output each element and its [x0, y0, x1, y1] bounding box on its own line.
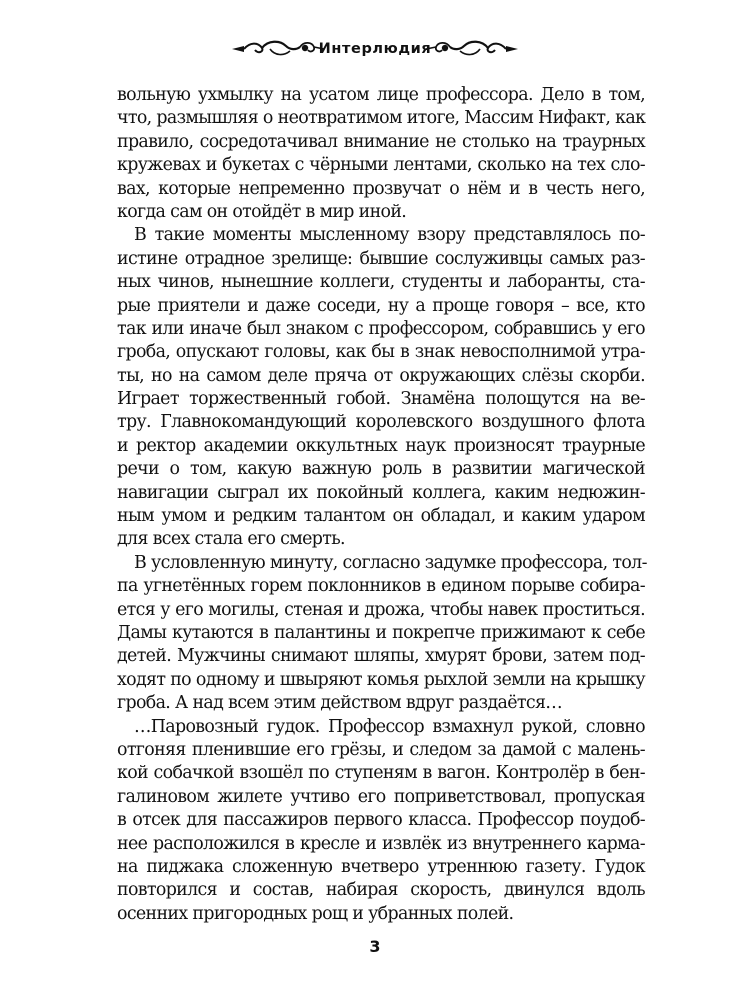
text-line: ходят по одному и швыряют комья рыхлой земли на крышку — [117, 669, 645, 690]
text-line: гроба. А над всем этим действом вдруг раздаётся… — [117, 693, 563, 714]
text-line: галиновом жилете учтиво его поприветствовал, пропуская — [117, 786, 645, 807]
page-number: 3 — [369, 937, 381, 956]
text-line: ных чинов, нынешние коллеги, студенты и лаборанты, ста- — [117, 272, 645, 293]
text-line: кой собачкой взошёл по ступеням в вагон. Контролёр в бен- — [117, 763, 645, 784]
paragraph — [117, 224, 645, 551]
text-line: для всех стала его смерть. — [117, 529, 345, 550]
text-line: осенних пригородных рощ и убранных полей. — [117, 903, 514, 924]
text-line: Дамы кутаются в палантины и покрепче прижимают к себе — [117, 622, 645, 643]
text-line: вольную ухмылку на усатом лице профессора. Дело в том, — [117, 85, 645, 105]
text-line: вах, которые непременно прозвучат о нём и в честь него, — [117, 178, 645, 199]
paragraph — [117, 716, 645, 927]
text-line: кружевах и букетах с чёрными лентами, сколько на тех сло- — [117, 155, 645, 176]
text-line: правило, сосредотачивал внимание не столько на траурных — [117, 131, 645, 152]
text-line: когда сам он отойдёт в мир иной. — [117, 201, 407, 222]
text-line: ется у его могилы, стеная и дрожа, чтобы навек проститься. — [117, 599, 645, 620]
text-line: ты, но на самом деле пряча от окружающих слёзы скорби. — [117, 365, 645, 386]
text-line: истине отрадное зрелище: бывшие сослуживцы самых раз- — [117, 248, 645, 269]
text-line: детей. Мужчины снимают шляпы, хмурят брови, затем под- — [117, 646, 645, 667]
text-line: тру. Главнокомандующий королевского воздушного флота — [117, 412, 645, 433]
text-line: нее расположился в кресле и извлёк из внутреннего карма- — [117, 833, 645, 854]
paragraph — [117, 552, 645, 716]
running-title: Интерлюдия — [318, 41, 432, 57]
text-line: рые приятели и даже соседи, ну а проще говоря – все, кто — [117, 295, 645, 316]
text-line: навигации сыграл их покойный коллега, каким недюжин- — [117, 482, 645, 503]
text-line: так или иначе был знаком с профессором, собравшись у его — [117, 318, 645, 339]
body-text — [117, 84, 645, 926]
text-line: речи о том, какую важную роль в развитии магической — [117, 459, 645, 480]
text-line: отгоняя пленившие его грёзы, и следом за дамой с малень- — [117, 739, 645, 760]
text-line: В такие моменты мысленному взору представлялось по- — [134, 225, 645, 246]
running-header — [0, 36, 750, 64]
text-line: в отсек для пассажиров первого класса. Профессор поудоб- — [117, 810, 645, 831]
text-line: па угнетённых горем поклонников в едином порыве собира- — [117, 576, 645, 597]
text-line: повторился и состав, набирая скорость, двинулся вдоль — [117, 880, 645, 901]
text-line: на пиджака сложенную вчетверо утреннюю газету. Гудок — [117, 856, 645, 877]
text-line: гроба, опускают головы, как бы в знак невосполнимой утра- — [117, 342, 645, 363]
paragraph — [117, 84, 645, 224]
text-line: …Паровозный гудок. Профессор взмахнул рукой, словно — [134, 716, 645, 737]
text-line: Играет торжественный гобой. Знамёна полощутся на ве- — [117, 389, 645, 410]
text-line: ным умом и редким талантом он обладал, и каким ударом — [117, 506, 645, 527]
text-line: В условленную минуту, согласно задумке профессора, тол- — [134, 552, 647, 573]
text-line: что, размышляя о неотвратимом итоге, Массим Нифакт, как — [117, 108, 646, 129]
text-line: и ректор академии оккультных наук произносят траурные — [117, 435, 645, 456]
